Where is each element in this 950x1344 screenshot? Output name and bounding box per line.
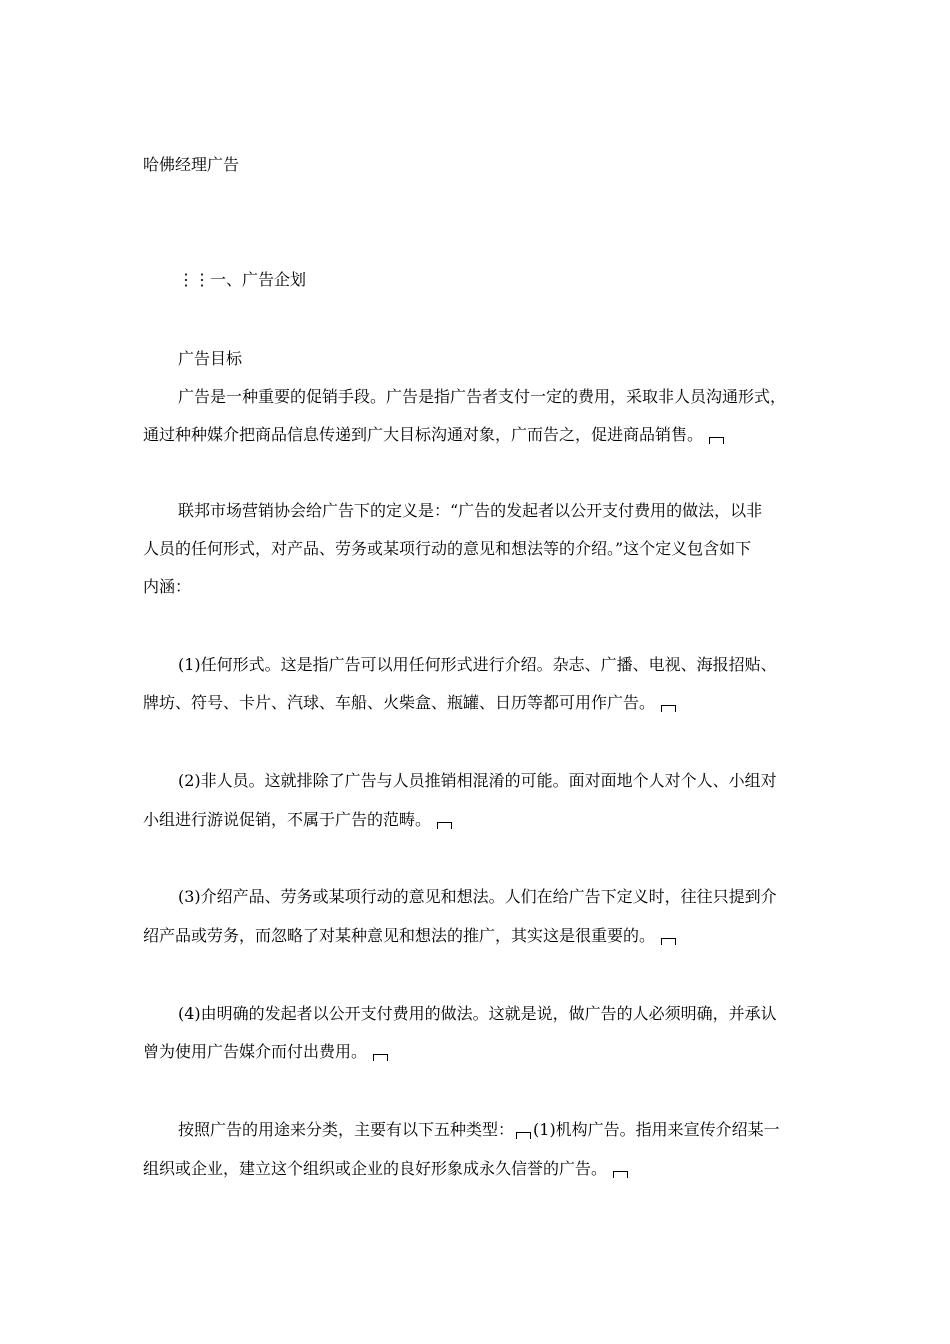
paragraph-mark-icon: [613, 1171, 628, 1178]
paragraph-2-line-3: 内涵：: [143, 577, 192, 596]
paragraph-mark-icon: [661, 705, 676, 712]
paragraph-3-line-2: 牌坊、符号、卡片、汽球、车船、火柴盒、瓶罐、日历等都可用作广告。: [143, 693, 676, 713]
paragraph-1-line-2: 通过种种媒介把商品信息传递到广大目标沟通对象，广而告之，促进商品销售。: [143, 425, 724, 445]
paragraph-7-line-2: 组织或企业，建立这个组织或企业的良好形象成永久信誉的广告。: [143, 1159, 628, 1179]
paragraph-mark-icon: [661, 938, 676, 945]
paragraph-7-line-1: 按照广告的用途来分类，主要有以下五种类型： (1)机构广告。指用来宣传介绍某一: [178, 1120, 780, 1139]
paragraph-3-line-1: (1)任何形式。这是指广告可以用任何形式进行介绍。杂志、广播、电视、海报招贴、: [178, 655, 777, 674]
paragraph-mark-icon: [709, 437, 724, 444]
paragraph-1-line-1: 广告是一种重要的促销手段。广告是指广告者支付一定的费用，采取非人员沟通形式，: [178, 387, 787, 406]
paragraph-6-line-1: (4)由明确的发起者以公开支付费用的做法。这就是说，做广告的人必须明确，并承认: [178, 1004, 777, 1023]
paragraph-mark-icon: [516, 1132, 531, 1139]
paragraph-2-line-2: 人员的任何形式，对产品、劳务或某项行动的意见和想法等的介绍。”这个定义包含如下: [143, 539, 752, 558]
document-title: 哈佛经理广告: [143, 155, 240, 174]
paragraph-6-line-2: 曾为使用广告媒介而付出费用。: [143, 1042, 388, 1062]
paragraph-4-line-1: (2)非人员。这就排除了广告与人员推销相混淆的可能。面对面地个人对个人、小组对: [178, 771, 777, 790]
paragraph-4-line-2: 小组进行游说促销，不属于广告的范畴。: [143, 810, 452, 830]
paragraph-mark-icon: [437, 822, 452, 829]
paragraph-5-line-1: (3)介绍产品、劳务或某项行动的意见和想法。人们在给广告下定义时，往往只提到介: [178, 887, 777, 906]
section-heading: ⋮⋮一、广告企划: [178, 270, 307, 289]
paragraph-5-line-2: 绍产品或劳务，而忽略了对某种意见和想法的推广，其实这是很重要的。: [143, 926, 676, 946]
paragraph-mark-icon: [373, 1054, 388, 1061]
subheading-ad-goal: 广告目标: [178, 349, 243, 368]
paragraph-2-line-1: 联邦市场营销协会给广告下的定义是：“广告的发起者以公开支付费用的做法，以非: [178, 501, 763, 520]
